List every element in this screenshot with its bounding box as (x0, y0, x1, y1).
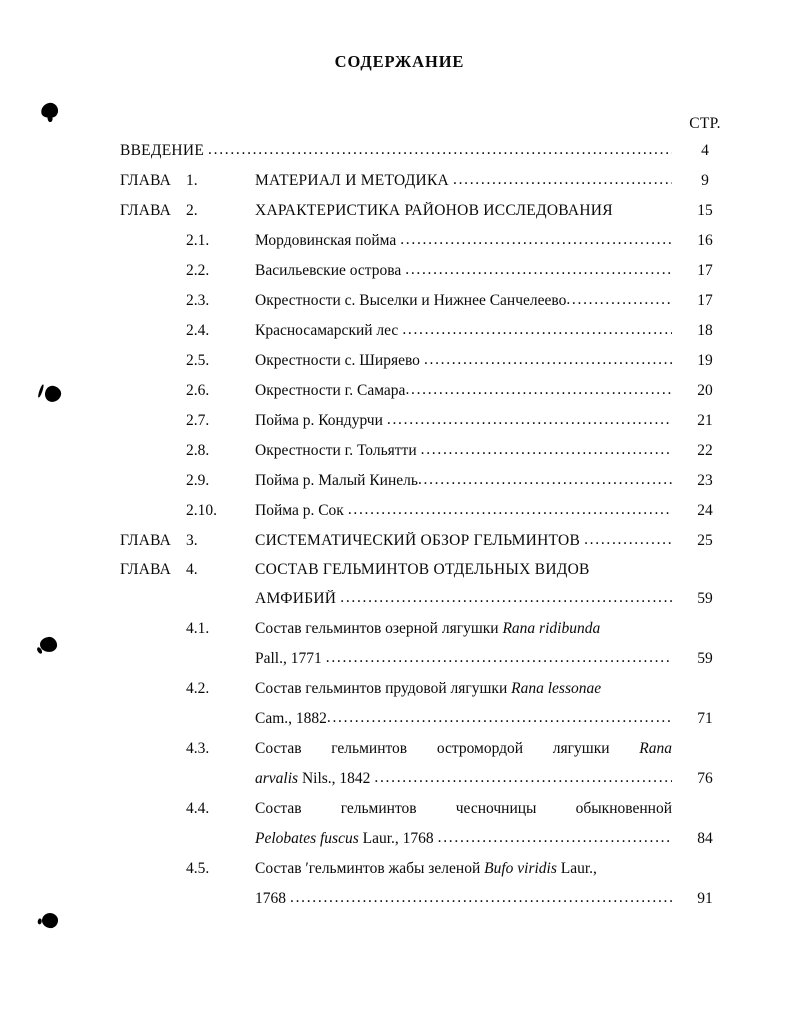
toc-entry-title: СИСТЕМАТИЧЕСКИЙ ОБЗОР ГЕЛЬМИНТОВ (255, 532, 581, 549)
toc-entry-section-4-3[interactable] (120, 740, 738, 770)
toc-entry-section-4-5-continuation[interactable] (120, 890, 738, 920)
toc-entry-page: 24 (697, 502, 713, 519)
toc-entry-title: ХАРАКТЕРИСТИКА РАЙОНОВ ИССЛЕДОВАНИЯ (255, 202, 613, 219)
toc-entry-number: 4.2. (186, 680, 210, 697)
toc-entry-title-line-1: Состав гельминтов чесночницы обыкновенной (255, 800, 672, 817)
toc-entry-number: 2. (186, 202, 198, 219)
dot-leader (421, 442, 672, 459)
toc-entry-number: 1. (186, 172, 198, 189)
toc-entry-section-2-9[interactable] (120, 472, 738, 502)
dot-leader (400, 232, 672, 249)
toc-entry-title: ВВЕДЕНИЕ (120, 142, 205, 159)
toc-entry-page: 22 (697, 442, 713, 459)
toc-entry-section-2-5[interactable] (120, 352, 738, 382)
species-name: Rana (639, 740, 672, 757)
toc-entry-number: 2.8. (186, 442, 210, 459)
dot-leader (290, 890, 672, 907)
toc-entry-chapter-1[interactable] (120, 172, 738, 202)
ink-blob-icon (43, 384, 62, 403)
toc-entry-page: 23 (697, 472, 713, 489)
toc-entry-page: 21 (697, 412, 713, 429)
dot-leader (584, 532, 672, 549)
toc-entry-title-line-2: Pall., 1771 (255, 650, 322, 667)
dot-leader (387, 412, 672, 429)
toc-entry-chapter-label: ГЛАВА (120, 202, 172, 219)
dot-leader (405, 382, 672, 399)
table-of-contents (120, 142, 738, 920)
dot-leader (405, 262, 672, 279)
toc-entry-page: 91 (697, 890, 713, 907)
toc-entry-number: 2.6. (186, 382, 210, 399)
toc-entry-number: 2.5. (186, 352, 210, 369)
toc-entry-chapter-2[interactable] (120, 202, 738, 232)
toc-entry-section-4-3-continuation[interactable] (120, 770, 738, 800)
toc-entry-chapter-label: ГЛАВА (120, 172, 172, 189)
dot-leader (348, 502, 672, 519)
toc-entry-title: Окрестности г. Самара (255, 382, 406, 399)
toc-entry-title-line-1: Состав гельминтов остромордой лягушки Rana (255, 740, 672, 757)
toc-entry-section-4-2-continuation[interactable] (120, 710, 738, 740)
dot-leader (424, 352, 672, 369)
page-title: СОДЕРЖАНИЕ (334, 52, 465, 71)
toc-entry-section-4-5[interactable] (120, 860, 738, 890)
toc-entry-chapter-label: ГЛАВА (120, 561, 172, 578)
toc-entry-title-line-2: АМФИБИЙ (255, 590, 337, 607)
toc-entry-number: 2.2. (186, 262, 210, 279)
toc-entry-number: 4.4. (186, 800, 210, 817)
toc-entry-title: Пойма р. Малый Кинель (255, 472, 418, 489)
toc-entry-title: Пойма р. Кондурчи (255, 412, 383, 429)
toc-entry-chapter-label: ГЛАВА (120, 532, 172, 549)
toc-entry-page: 15 (697, 202, 713, 219)
toc-entry-section-4-2[interactable] (120, 680, 738, 710)
toc-entry-number: 2.4. (186, 322, 210, 339)
page-number-column-header: СТР. (689, 115, 721, 132)
toc-entry-title: Пойма р. Сок (255, 502, 344, 519)
toc-entry-page: 76 (697, 770, 713, 787)
ink-blob-icon (40, 101, 60, 119)
toc-entry-title-line-1: Состав ′гельминтов жабы зеленой Bufo viridis Laur., (255, 860, 597, 877)
toc-entry-section-2-7[interactable] (120, 412, 738, 442)
toc-entry-section-2-1[interactable] (120, 232, 738, 262)
species-name: Rana lessonae (511, 680, 602, 697)
toc-entry-section-2-10[interactable] (120, 502, 738, 532)
toc-entry-title: МАТЕРИАЛ И МЕТОДИКА (255, 172, 449, 189)
toc-entry-number: 4.1. (186, 620, 210, 637)
toc-entry-number: 2.7. (186, 412, 210, 429)
species-name: Pelobates fuscus (255, 830, 359, 847)
toc-entry-page: 59 (697, 650, 713, 667)
toc-entry-number: 2.1. (186, 232, 210, 249)
dot-leader (453, 172, 672, 189)
toc-entry-number: 3. (186, 532, 198, 549)
dot-leader (566, 292, 672, 309)
toc-entry-title: Окрестности с. Ширяево (255, 352, 420, 369)
toc-entry-number: 2.3. (186, 292, 210, 309)
toc-entry-title: Окрестности г. Тольятти (255, 442, 417, 459)
dot-leader (438, 830, 672, 847)
toc-entry-title: Окрестности с. Выселки и Нижнее Санчелеево (255, 292, 567, 309)
toc-entry-page: 59 (697, 590, 713, 607)
toc-entry-title-line-2: Cam., 1882 (255, 710, 327, 727)
species-name: Rana ridibunda (502, 620, 601, 637)
toc-entry-page: 4 (701, 142, 709, 159)
toc-entry-section-2-2[interactable] (120, 262, 738, 292)
toc-entry-title-line-1: Состав гельминтов прудовой лягушки Rana lessonae (255, 680, 602, 697)
toc-entry-title-line-2: Pelobates fuscus Laur., 1768 (255, 830, 434, 847)
toc-entry-page: 84 (697, 830, 713, 847)
toc-entry-section-4-4[interactable] (120, 800, 738, 830)
ink-blob-icon (39, 636, 57, 653)
toc-entry-section-4-1-continuation[interactable] (120, 650, 738, 680)
toc-entry-page: 17 (697, 292, 713, 309)
toc-entry-number: 2.9. (186, 472, 210, 489)
species-name: Bufo viridis (484, 860, 557, 877)
toc-entry-title-line-1: Состав гельминтов озерной лягушки Rana ridibunda (255, 620, 601, 637)
toc-entry-chapter-4-continuation[interactable] (120, 590, 738, 620)
toc-entry-title: Красносамарский лес (255, 322, 399, 339)
toc-entry-page: 71 (697, 710, 713, 727)
dot-leader (326, 650, 672, 667)
toc-entry-section-2-6[interactable] (120, 382, 738, 412)
toc-entry-section-2-3[interactable] (120, 292, 738, 322)
toc-entry-page: 19 (697, 352, 713, 369)
dot-leader (374, 770, 672, 787)
toc-entry-number: 2.10. (186, 502, 217, 519)
toc-entry-page: 25 (697, 532, 713, 549)
toc-entry-introduction[interactable] (120, 142, 738, 172)
toc-entry-page: 16 (697, 232, 713, 249)
toc-entry-title-line-1: СОСТАВ ГЕЛЬМИНТОВ ОТДЕЛЬНЫХ ВИДОВ (255, 561, 590, 578)
toc-entry-page: 18 (697, 322, 713, 339)
toc-entry-title-line-2: 1768 (255, 890, 286, 907)
toc-entry-section-2-8[interactable] (120, 442, 738, 472)
toc-entry-title: Васильевские острова (255, 262, 402, 279)
species-name: arvalis (255, 770, 299, 787)
dot-leader (208, 142, 672, 159)
toc-entry-page: 20 (697, 382, 713, 399)
toc-entry-section-4-4-continuation[interactable] (120, 830, 738, 860)
toc-entry-number: 4.5. (186, 860, 210, 877)
dot-leader (340, 590, 672, 607)
toc-entry-number: 4.3. (186, 740, 210, 757)
toc-entry-section-4-1[interactable] (120, 620, 738, 650)
dot-leader (327, 710, 672, 727)
toc-entry-page: 9 (701, 172, 709, 189)
toc-entry-title: Мордовинская пойма (255, 232, 397, 249)
toc-entry-section-2-4[interactable] (120, 322, 738, 352)
dot-leader (402, 322, 672, 339)
dot-leader (418, 472, 672, 489)
toc-entry-chapter-3[interactable] (120, 532, 738, 561)
toc-entry-title-line-2: arvalis Nils., 1842 (255, 770, 371, 787)
toc-entry-page: 17 (697, 262, 713, 279)
toc-entry-number: 4. (186, 561, 198, 578)
toc-entry-chapter-4[interactable] (120, 561, 738, 590)
ink-blob-icon (41, 912, 59, 929)
